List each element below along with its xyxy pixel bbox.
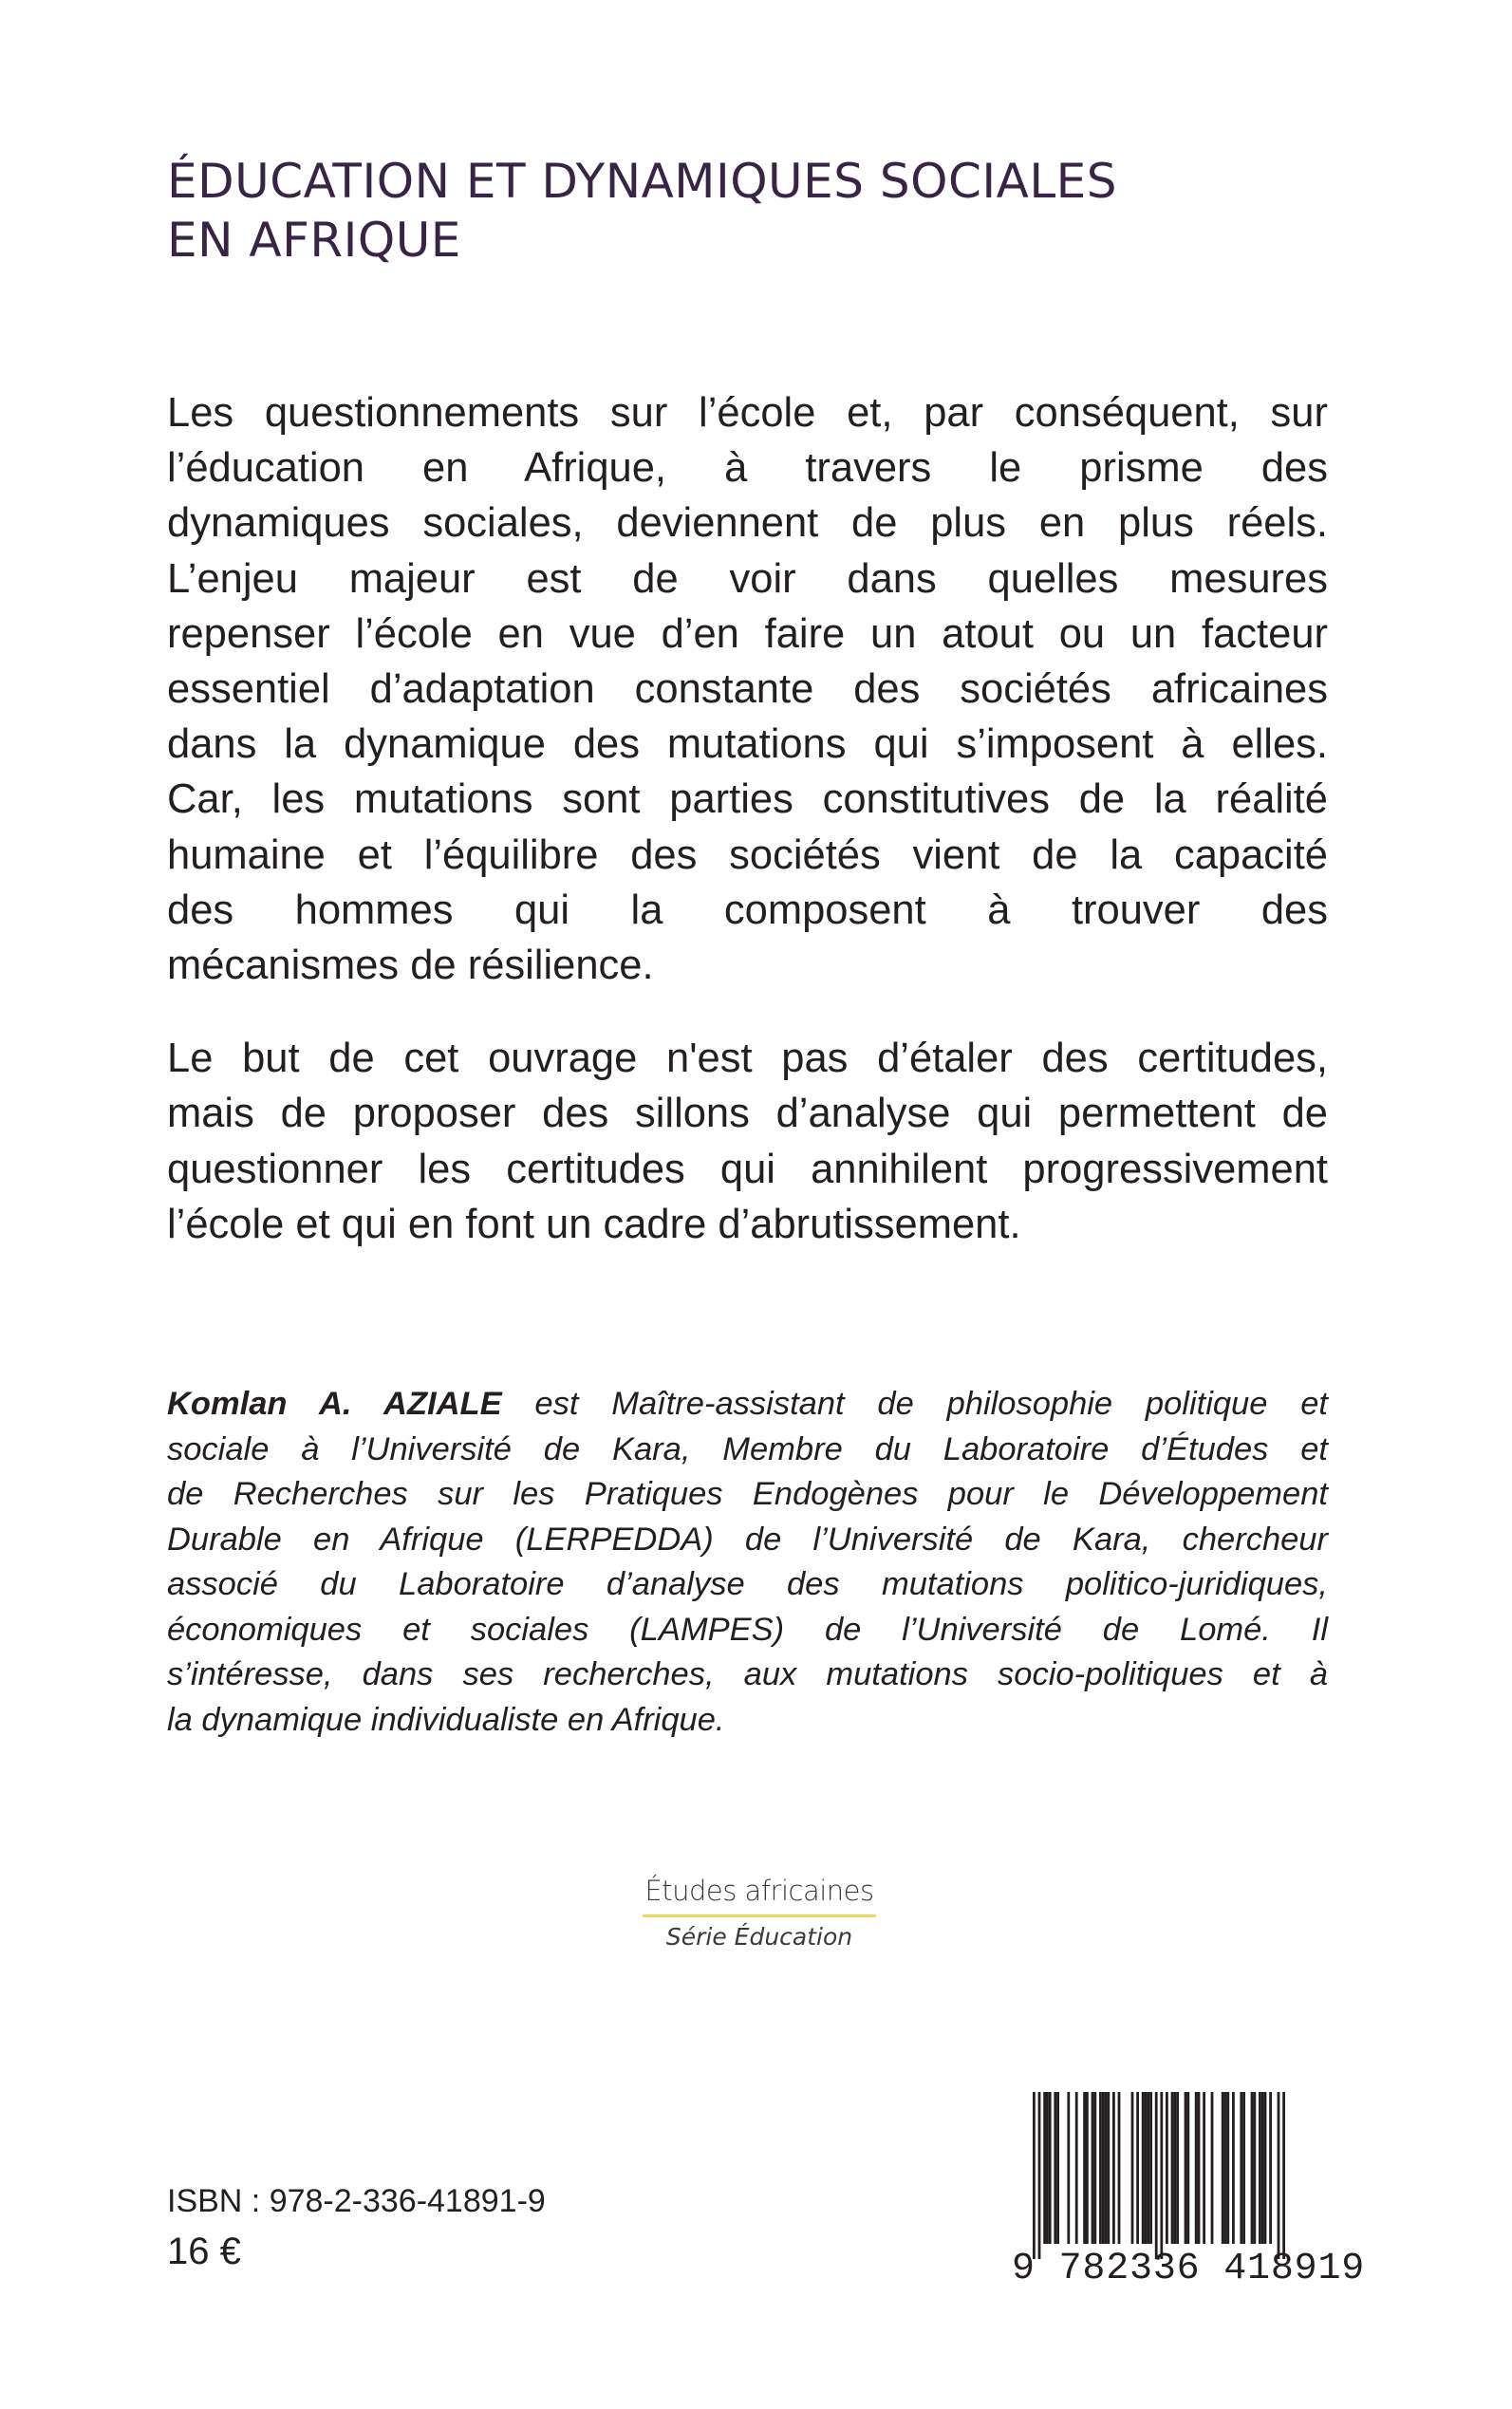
barcode-bar xyxy=(1046,2092,1049,2244)
summary-line: dans la dynamique des mutations qui s’imposent à elles. xyxy=(167,721,1328,768)
summary-line: l’école et qui en font un cadre d’abrutissement. xyxy=(167,1201,1021,1247)
barcode-bar xyxy=(1186,2092,1189,2244)
barcode-bar xyxy=(1232,2092,1235,2244)
summary-line: Les questionnements sur l’école et, par conséquent, sur xyxy=(167,390,1328,436)
barcode-bar xyxy=(1224,2092,1227,2244)
barcode-bar xyxy=(1049,2092,1052,2244)
barcode-bar xyxy=(1092,2092,1094,2244)
bio-line: la dynamique individualiste en Afrique. xyxy=(167,1701,725,1738)
barcode xyxy=(1012,2092,1366,2293)
bio-line: sociale à l’Université de Kara, Membre du Laboratoire d’Études et xyxy=(167,1430,1328,1467)
summary-line: dynamiques sociales, deviennent de plus en plus réels. xyxy=(167,500,1328,547)
bio-first-line-rest: est Maître-assistant de philosophie politique et xyxy=(501,1386,1328,1422)
summary-line: Car, les mutations sont parties constitutives de la réalité xyxy=(167,776,1328,823)
barcode-bar xyxy=(1222,2092,1224,2244)
title-line-2: EN AFRIQUE xyxy=(167,213,461,268)
barcode-bar xyxy=(1171,2092,1174,2244)
summary-line: humaine et l’équilibre des sociétés vient de la capacité xyxy=(167,831,1328,878)
barcode-bar xyxy=(1282,2092,1285,2259)
summary-line: questionner les certitudes qui annihilent progressivement xyxy=(167,1146,1328,1192)
barcode-bar xyxy=(1054,2092,1056,2244)
summary-line: L’enjeu majeur est de voir dans quelles mesures xyxy=(167,555,1328,602)
barcode-bar xyxy=(1261,2092,1264,2244)
barcode-bar xyxy=(1240,2092,1242,2244)
summary-line: des hommes qui la composent à trouver des xyxy=(167,887,1328,933)
author-name: Komlan A. AZIALE xyxy=(167,1386,502,1422)
barcode-bar xyxy=(1107,2092,1110,2244)
bio-line: de Recherches sur les Pratiques Endogènes pour le Développement xyxy=(167,1476,1328,1512)
barcode-bar xyxy=(1155,2092,1158,2259)
barcode-bar xyxy=(1203,2092,1205,2244)
barcode-bar xyxy=(1083,2092,1086,2244)
barcode-bar xyxy=(1145,2092,1148,2244)
collection-rule xyxy=(643,1914,876,1917)
barcode-bar xyxy=(1136,2092,1139,2244)
summary-line: repenser l’école en vue d’en faire un atout ou un facteur xyxy=(167,610,1328,657)
book-title xyxy=(167,152,1353,270)
barcode-bar xyxy=(1195,2092,1198,2244)
summary-line: mais de proposer des sillons d’analyse qui permettent de xyxy=(167,1091,1328,1137)
barcode-bar xyxy=(1067,2092,1070,2244)
barcode-bar xyxy=(1198,2092,1201,2244)
isbn: ISBN : 978-2-336-41891-9 xyxy=(167,2183,546,2219)
summary-line: mécanismes de résilience. xyxy=(167,943,654,989)
barcode-digits: 9 782336 418919 xyxy=(1012,2248,1366,2290)
barcode-bar xyxy=(1038,2092,1041,2259)
barcode-bar xyxy=(1142,2092,1145,2244)
price: 16 € xyxy=(167,2231,241,2272)
bio-line: s’intéresse, dans ses recherches, aux mutations socio-politiques et à xyxy=(167,1656,1328,1692)
bio-line xyxy=(167,1382,1328,1428)
barcode-bar xyxy=(1251,2092,1254,2244)
bio-line: associé du Laboratoire d’analyse des mutations politico-juridiques, xyxy=(167,1566,1328,1602)
barcode-bar xyxy=(1242,2092,1245,2244)
title-line-1: ÉDUCATION ET DYNAMIQUES SOCIALES xyxy=(167,154,1118,209)
barcode-bar xyxy=(1086,2092,1089,2244)
summary-line: Le but de cet ouvrage n'est pas d’étaler des certitudes, xyxy=(167,1036,1328,1082)
barcode-bar xyxy=(1149,2092,1152,2244)
barcode-bar xyxy=(1075,2092,1078,2244)
author-bio xyxy=(167,1382,1328,1743)
barcode-bar xyxy=(1102,2092,1105,2244)
collection-series: Études africaines xyxy=(644,1875,874,1907)
barcode-bar xyxy=(1185,2092,1187,2244)
barcode-bar xyxy=(1043,2092,1046,2244)
summary-line: l’éducation en Afrique, à travers le prisme des xyxy=(167,445,1328,492)
barcode-bar xyxy=(1173,2092,1176,2244)
summary xyxy=(167,385,1328,1290)
barcode-bar xyxy=(1131,2092,1134,2244)
barcode-bar xyxy=(1253,2092,1256,2244)
barcode-bar xyxy=(1105,2092,1108,2244)
barcode-bar xyxy=(1099,2092,1102,2244)
barcode-bar xyxy=(1278,2092,1280,2259)
barcode-bar xyxy=(1269,2092,1272,2244)
barcode-bar xyxy=(1112,2092,1115,2244)
barcode-bar xyxy=(1259,2092,1261,2244)
barcode-bar xyxy=(1176,2092,1179,2244)
barcode-bar xyxy=(1160,2092,1163,2259)
barcode-bar xyxy=(1211,2092,1214,2244)
bio-line: Durable en Afrique (LERPEDDA) de l’Université de Kara, chercheur xyxy=(167,1521,1328,1558)
barcode-bar xyxy=(1033,2092,1036,2259)
summary-line: essentiel d’adaptation constante des sociétés africaines xyxy=(167,666,1328,713)
barcode-bar xyxy=(1118,2092,1121,2244)
barcode-bar xyxy=(1056,2092,1059,2244)
barcode-bar xyxy=(1264,2092,1267,2244)
barcode-bar xyxy=(1166,2092,1168,2244)
barcode-bar xyxy=(1093,2092,1096,2244)
summary-paragraph-1 xyxy=(167,385,1328,993)
collection-subseries: Série Éducation xyxy=(665,1923,853,1951)
collection-logo xyxy=(569,1875,949,1951)
summary-paragraph-2 xyxy=(167,1031,1328,1252)
bio-line: économiques et sociales (LAMPES) de l’Université de Lomé. Il xyxy=(167,1611,1328,1648)
barcode-bar xyxy=(1147,2092,1149,2244)
barcode-bar xyxy=(1226,2092,1229,2244)
